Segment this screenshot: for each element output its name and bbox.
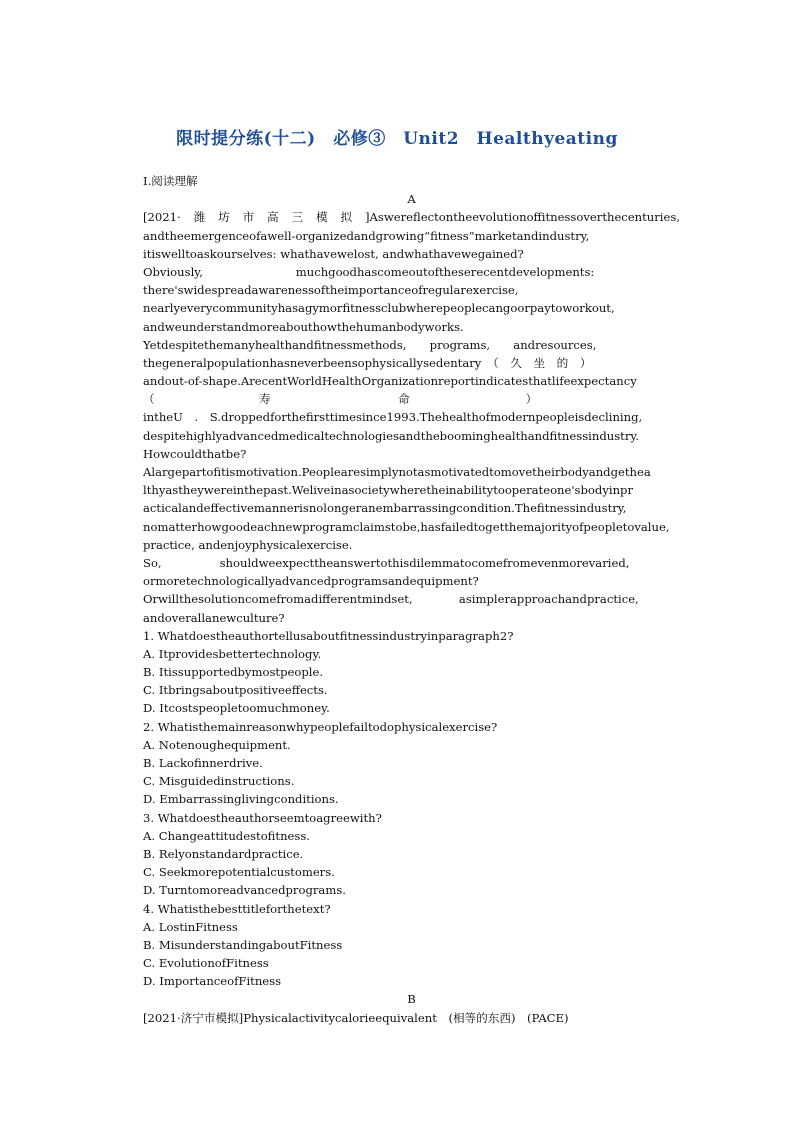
- passage-line: Obviously, muchgoodhascomeoutoftheserecentdevelopments:: [143, 264, 595, 279]
- answer-option[interactable]: D. Turntomoreadvancedprograms.: [143, 883, 346, 898]
- passage-line: lthyastheywereinthepast.Weliveinasocietywheretheinabilitytooperateone'sbodyinpr: [143, 483, 634, 498]
- answer-option[interactable]: B. Relyonstandardpractice.: [143, 846, 304, 861]
- passage-line: intheU . S.droppedforthefirsttimesince1993.Thehealthofmodernpeopleisdeclining,: [143, 410, 643, 425]
- document-body: [143, 172, 680, 1027]
- passage-line: Yetdespitethemanyhealthandfitnessmethods, programs, andresources,: [143, 337, 597, 352]
- passage-line: [2021·潍坊市高三模拟]Aswereflectontheevolutionoffitnessoverthecenturies,: [143, 210, 680, 225]
- answer-option[interactable]: B. MisunderstandingaboutFitness: [143, 937, 343, 952]
- passage-line: nomatterhowgoodeachnewprogramclaimstobe,hasfailedtogetthemajorityofpeopletovalue,: [143, 519, 670, 534]
- passage-line: andtheemergenceofawell-organizedandgrowing“fitness”marketandindustry,: [143, 228, 590, 243]
- passage-line: Orwillthesolutioncomefromadifferentmindset, asimplerapproachandpractice,: [143, 592, 639, 607]
- passage-line: ormoretechnologicallyadvancedprogramsandequipment?: [143, 574, 479, 589]
- question-stem: 3. Whatdoestheauthorseemtoagreewith?: [143, 810, 382, 825]
- passage-line: practice, andenjoyphysicalexercise.: [143, 537, 353, 552]
- answer-option[interactable]: A. Changeattitudestofitness.: [143, 828, 310, 843]
- question-stem: 1. Whatdoestheauthortellusaboutfitnessindustryinparagraph2?: [143, 628, 514, 643]
- answer-option[interactable]: B. Lackofinnerdrive.: [143, 756, 263, 770]
- passage-line: [2021·济宁市模拟]Physicalactivitycalorieequivalent (相等的东西) (PACE): [143, 1010, 569, 1025]
- passage-line: itiswelltoaskourselves: whathavewelost, andwhathavewegained?: [143, 246, 524, 261]
- answer-option[interactable]: A. LostinFitness: [143, 919, 238, 934]
- passage-line: （ 寿 命 ）: [143, 392, 538, 407]
- passage-line: andoverallanewculture?: [143, 610, 285, 625]
- answer-option[interactable]: D. Embarrassinglivingconditions.: [143, 792, 339, 807]
- answer-option[interactable]: B. Itissupportedbymostpeople.: [143, 665, 324, 680]
- answer-option[interactable]: C. Itbringsaboutpositiveeffects.: [143, 683, 328, 698]
- passage-line: Howcouldthatbe?: [143, 446, 247, 461]
- page-title: 限时提分练(十二) 必修③ Unit2 Healthyeating: [176, 129, 618, 149]
- passage-line: Alargepartofitismotivation.Peoplearesimplynotasmotivatedtomovetheirbodyandgethea: [143, 465, 651, 479]
- answer-option[interactable]: A. Notenoughequipment.: [143, 737, 291, 752]
- answer-option[interactable]: D. ImportanceofFitness: [143, 974, 282, 989]
- question-stem: 2. Whatisthemainreasonwhypeoplefailtodophysicalexercise?: [143, 719, 498, 734]
- passage-line: acticalandeffectivemannerisnolongeranembarrassingcondition.Thefitnessindustry,: [143, 501, 627, 516]
- passage-line: despitehighlyadvancedmedicaltechnologiesandtheboominghealthandfitnessindustry.: [143, 428, 640, 443]
- section-heading: Ⅰ.阅读理解: [143, 174, 198, 188]
- passage-label: B: [407, 992, 416, 1007]
- passage-label: A: [407, 192, 416, 207]
- answer-option[interactable]: C. Misguidedinstructions.: [143, 774, 295, 789]
- passage-line: nearlyeverycommunityhasagymorfitnessclubwherepeoplecangoorpaytoworkout,: [143, 301, 615, 316]
- answer-option[interactable]: C. Seekmorepotentialcustomers.: [143, 865, 335, 880]
- passage-line: there'swidespreadawarenessoftheimportanceofregularexercise,: [143, 283, 519, 298]
- answer-option[interactable]: C. EvolutionofFitness: [143, 956, 269, 971]
- question-stem: 4. Whatisthebesttitleforthetext?: [143, 901, 331, 916]
- passage-line: So, shouldweexpecttheanswertothisdilemmatocomefromevenmorevaried,: [143, 555, 630, 570]
- answer-option[interactable]: A. Itprovidesbettertechnology.: [143, 646, 322, 661]
- passage-line: andweunderstandmoreabouthowthehumanbodyworks.: [143, 319, 464, 334]
- passage-line: andout-of-shape.ArecentWorldHealthOrganizationreportindicatesthatlifeexpectancy: [143, 374, 637, 389]
- answer-option[interactable]: D. Itcostspeopletoomuchmoney.: [143, 701, 330, 716]
- passage-line: thegeneralpopulationhasneverbeensophysicallysedentary （ 久 坐 的 ）: [143, 355, 592, 370]
